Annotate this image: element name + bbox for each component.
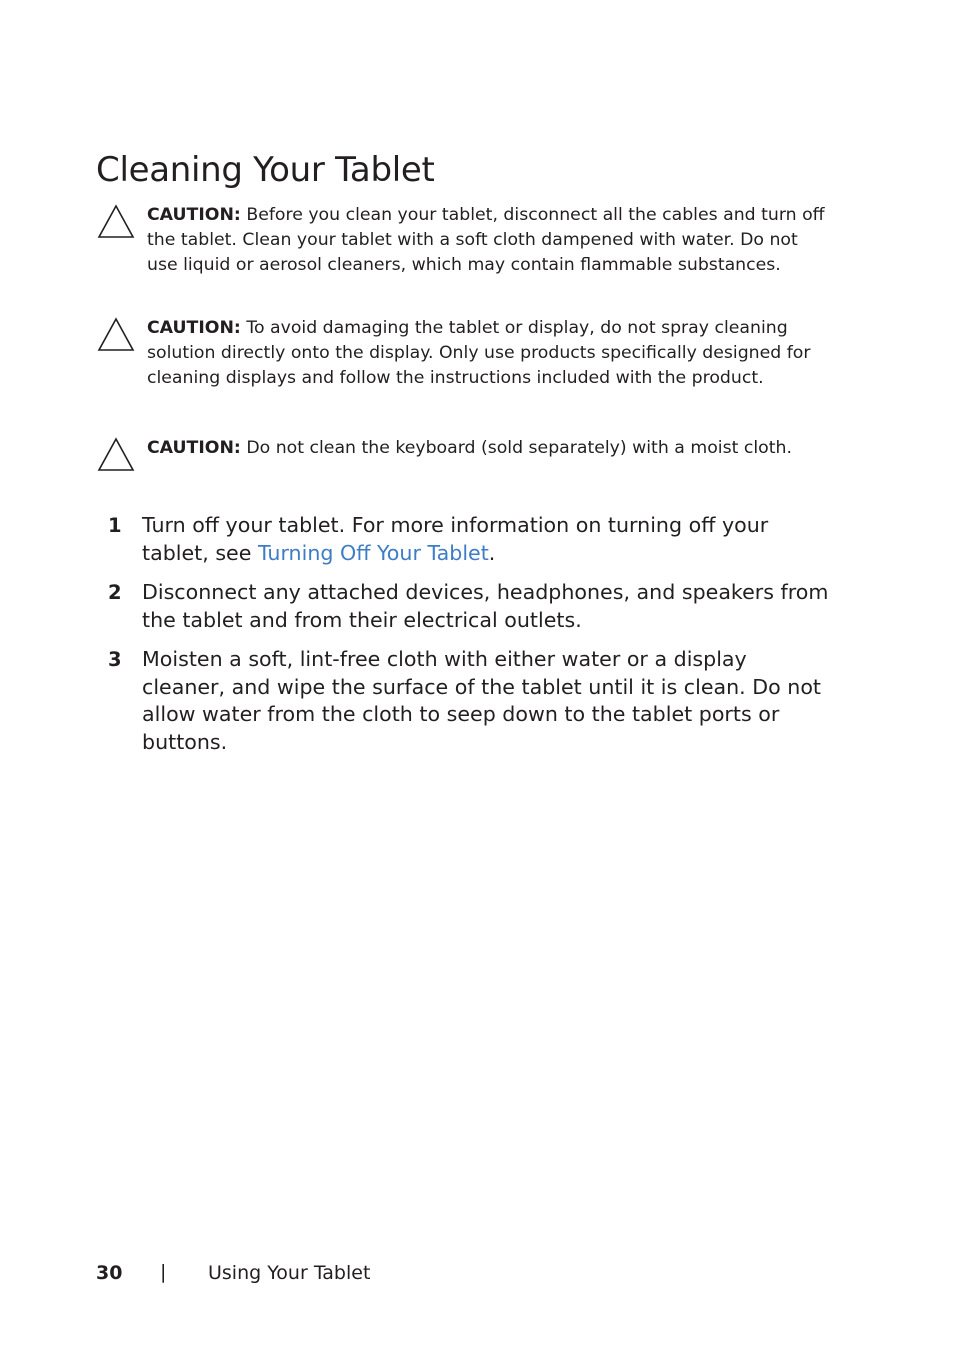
caution-text — [147, 316, 831, 390]
steps-list — [96, 512, 831, 768]
list-item — [96, 646, 831, 756]
caution-body: To avoid damaging the tablet or display, do not spray cleaning solution directly onto the display. Only use products specifically designed for cleaning displays and follow the instructions included with the product. — [147, 318, 811, 388]
caution-body: Do not clean the keyboard (sold separately) with a moist cloth. — [240, 438, 792, 458]
caution-label: CAUTION: — [147, 205, 241, 225]
step-number: 2 — [108, 581, 122, 604]
caution-text — [147, 436, 831, 461]
footer-section-title: Using Your Tablet — [208, 1262, 371, 1284]
list-item — [96, 579, 831, 634]
caution-label: CAUTION: — [147, 318, 241, 338]
caution-label: CAUTION: — [147, 438, 241, 458]
caution-triangle-icon — [96, 316, 136, 352]
turning-off-link[interactable]: Turning Off Your Tablet — [257, 540, 489, 565]
page-title: Cleaning Your Tablet — [96, 150, 435, 190]
list-item — [96, 512, 831, 567]
page-number: 30 — [96, 1262, 123, 1284]
step-text — [142, 512, 831, 567]
caution-text — [147, 203, 831, 277]
caution-triangle-icon — [96, 436, 136, 472]
footer-separator: | — [160, 1261, 167, 1283]
step-text: Disconnect any attached devices, headphones, and speakers from the tablet and from their electrical outlets. — [142, 580, 829, 632]
step-text: Moisten a soft, lint-free cloth with either water or a display cleaner, and wipe the surface of the tablet until it is clean. Do not allow water from the cloth to seep down to the tablet ports or buttons. — [142, 647, 821, 754]
step-text-part: . — [488, 540, 496, 565]
caution-triangle-icon — [96, 203, 136, 239]
caution-body: Before you clean your tablet, disconnect all the cables and turn off the tablet. Clean your tablet with a soft cloth dampened with water. Do not use liquid or aerosol cleaners, which may contain flammable substances. — [147, 205, 825, 275]
step-number: 3 — [108, 648, 122, 671]
step-number: 1 — [108, 514, 122, 537]
step-text-part: Turn off your tablet. For more information on turning off your tablet, see — [142, 513, 769, 565]
